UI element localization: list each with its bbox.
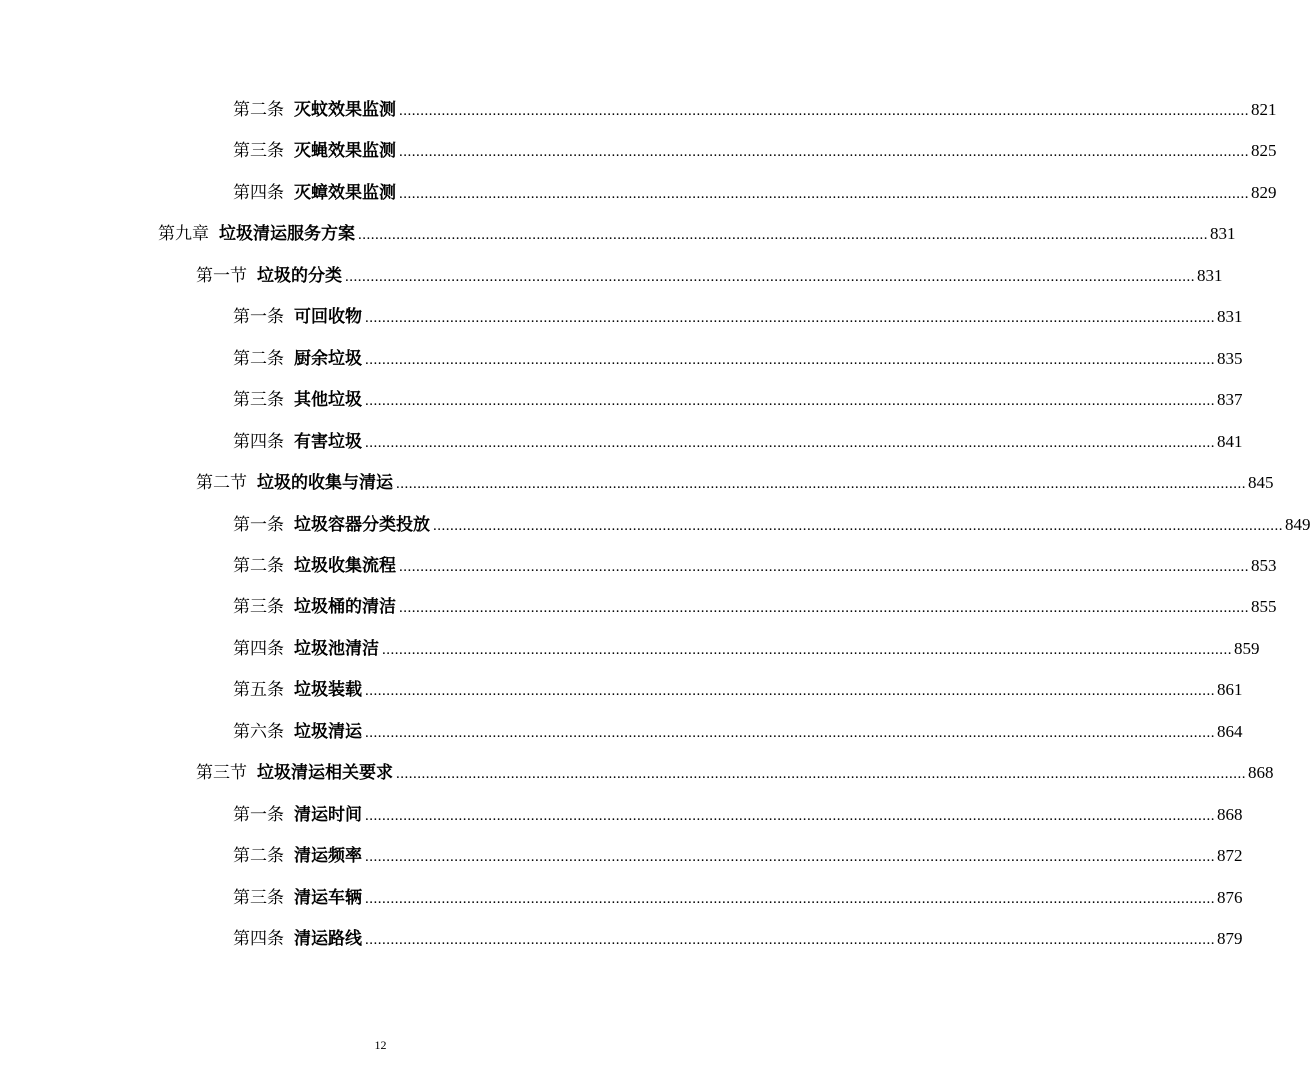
toc-entry-page: 841 xyxy=(1217,432,1243,451)
toc-entry-label: 第一条 xyxy=(233,805,284,825)
toc-entry[interactable] xyxy=(233,926,1243,952)
toc-entry-page: 831 xyxy=(1217,307,1243,326)
toc-entry[interactable] xyxy=(233,553,1277,579)
toc-entry-title: 垃圾桶的清洁 xyxy=(294,597,396,617)
toc-entry-label: 第三条 xyxy=(233,597,284,617)
toc-entry[interactable] xyxy=(233,304,1243,330)
toc-entry-label: 第三条 xyxy=(233,888,284,908)
toc-entry-title: 清运频率 xyxy=(294,846,362,866)
toc-entry-label: 第一条 xyxy=(233,307,284,327)
toc-entry-page: 849 xyxy=(1285,515,1311,534)
toc-entry-page: 855 xyxy=(1251,597,1277,616)
toc-entry-title: 灭蝇效果监测 xyxy=(294,141,396,161)
toc-dot-leader: ........................................................................................................................................................................................................ xyxy=(399,144,1249,160)
toc-entry[interactable] xyxy=(233,677,1243,703)
toc-entry[interactable] xyxy=(233,180,1277,206)
toc-entry-title: 垃圾容器分类投放 xyxy=(294,515,430,535)
toc-dot-leader: ........................................................................................................................................................................................................ xyxy=(365,932,1215,948)
toc-entry-title: 灭蟑效果监测 xyxy=(294,183,396,203)
toc-entry[interactable] xyxy=(233,594,1277,620)
toc-entry-label: 第二条 xyxy=(233,100,284,120)
toc-dot-leader: ........................................................................................................................................................................................................ xyxy=(365,891,1215,907)
toc-entry-page: 868 xyxy=(1248,763,1274,782)
toc-entry[interactable] xyxy=(233,138,1277,164)
toc-entry-title: 垃圾池清洁 xyxy=(294,639,379,659)
toc-entry-title: 垃圾清运 xyxy=(294,722,362,742)
toc-dot-leader: ........................................................................................................................................................................................................ xyxy=(365,310,1215,326)
toc-entry-page: 861 xyxy=(1217,680,1243,699)
toc-entry-page: 825 xyxy=(1251,141,1277,160)
toc-dot-leader: ........................................................................................................................................................................................................ xyxy=(399,600,1249,616)
toc-entry-label: 第二条 xyxy=(233,846,284,866)
toc-entry-page: 831 xyxy=(1210,224,1236,243)
toc-entry-title: 垃圾收集流程 xyxy=(294,556,396,576)
toc-entry-title: 垃圾的分类 xyxy=(257,266,342,286)
toc-dot-leader: ........................................................................................................................................................................................................ xyxy=(358,227,1208,243)
toc-entry[interactable] xyxy=(233,885,1243,911)
toc-entry-page: 879 xyxy=(1217,929,1243,948)
toc-entry-page: 845 xyxy=(1248,473,1274,492)
toc-entry-label: 第四条 xyxy=(233,929,284,949)
toc-entry[interactable] xyxy=(233,636,1260,662)
toc-dot-leader: ........................................................................................................................................................................................................ xyxy=(399,559,1249,575)
toc-entry-title: 清运车辆 xyxy=(294,888,362,908)
toc-entry-label: 第三节 xyxy=(196,763,247,783)
toc-entry[interactable] xyxy=(196,470,1274,496)
toc-entry-label: 第二条 xyxy=(233,349,284,369)
toc-dot-leader: ........................................................................................................................................................................................................ xyxy=(365,393,1215,409)
toc-dot-leader: ........................................................................................................................................................................................................ xyxy=(365,849,1215,865)
toc-entry-title: 可回收物 xyxy=(294,307,362,327)
toc-entry-label: 第二条 xyxy=(233,556,284,576)
toc-entry-page: 853 xyxy=(1251,556,1277,575)
toc-entry-page: 831 xyxy=(1197,266,1223,285)
toc-entry[interactable] xyxy=(158,221,1236,247)
toc-entry[interactable] xyxy=(233,843,1243,869)
toc-entry-title: 垃圾装载 xyxy=(294,680,362,700)
page-number: 12 xyxy=(374,1038,387,1052)
toc-entry-label: 第四条 xyxy=(233,432,284,452)
toc-entry[interactable] xyxy=(233,719,1243,745)
toc-dot-leader: ........................................................................................................................................................................................................ xyxy=(382,642,1232,658)
toc-entry-label: 第六条 xyxy=(233,722,284,742)
toc-entry[interactable] xyxy=(233,387,1243,413)
toc-entry[interactable] xyxy=(233,512,1311,538)
toc-entry-title: 有害垃圾 xyxy=(294,432,362,452)
toc-dot-leader: ........................................................................................................................................................................................................ xyxy=(345,269,1195,285)
toc-dot-leader: ........................................................................................................................................................................................................ xyxy=(365,683,1215,699)
toc-entry[interactable] xyxy=(233,802,1243,828)
toc-entry-label: 第二节 xyxy=(196,473,247,493)
toc-dot-leader: ........................................................................................................................................................................................................ xyxy=(365,352,1215,368)
toc-dot-leader: ........................................................................................................................................................................................................ xyxy=(396,476,1246,492)
toc-entry[interactable] xyxy=(233,346,1243,372)
toc-entry-label: 第一节 xyxy=(196,266,247,286)
toc-entry-title: 垃圾的收集与清运 xyxy=(257,473,393,493)
toc-entry-page: 876 xyxy=(1217,888,1243,907)
toc-entry-label: 第四条 xyxy=(233,639,284,659)
toc-entry[interactable] xyxy=(233,97,1277,123)
toc-entry-label: 第一条 xyxy=(233,515,284,535)
toc-entry-page: 859 xyxy=(1234,639,1260,658)
toc-dot-leader: ........................................................................................................................................................................................................ xyxy=(365,435,1215,451)
toc-entry-page: 864 xyxy=(1217,722,1243,741)
toc-entry-title: 厨余垃圾 xyxy=(294,349,362,369)
toc-entry-label: 第三条 xyxy=(233,141,284,161)
toc-dot-leader: ........................................................................................................................................................................................................ xyxy=(365,725,1215,741)
toc-entry-page: 837 xyxy=(1217,390,1243,409)
toc-entry-page: 872 xyxy=(1217,846,1243,865)
toc-entry-page: 868 xyxy=(1217,805,1243,824)
toc-dot-leader: ........................................................................................................................................................................................................ xyxy=(399,103,1249,119)
toc-entry[interactable] xyxy=(233,429,1243,455)
toc-entry[interactable] xyxy=(196,263,1223,289)
toc-entry-page: 835 xyxy=(1217,349,1243,368)
toc-entry-label: 第九章 xyxy=(158,224,209,244)
toc-entry-label: 第五条 xyxy=(233,680,284,700)
toc-dot-leader: ........................................................................................................................................................................................................ xyxy=(365,808,1215,824)
toc-dot-leader: ........................................................................................................................................................................................................ xyxy=(433,518,1283,534)
toc-dot-leader: ........................................................................................................................................................................................................ xyxy=(399,186,1249,202)
toc-dot-leader: ........................................................................................................................................................................................................ xyxy=(396,766,1246,782)
toc-entry-title: 垃圾清运相关要求 xyxy=(257,763,393,783)
toc-entry-title: 灭蚊效果监测 xyxy=(294,100,396,120)
toc-entry-title: 清运路线 xyxy=(294,929,362,949)
toc-entry-title: 其他垃圾 xyxy=(294,390,362,410)
toc-entry-label: 第三条 xyxy=(233,390,284,410)
toc-entry-page: 829 xyxy=(1251,183,1277,202)
toc-entry-title: 垃圾清运服务方案 xyxy=(219,224,355,244)
toc-entry-label: 第四条 xyxy=(233,183,284,203)
toc-entry-page: 821 xyxy=(1251,100,1277,119)
toc-entry-title: 清运时间 xyxy=(294,805,362,825)
toc-entry[interactable] xyxy=(196,760,1274,786)
